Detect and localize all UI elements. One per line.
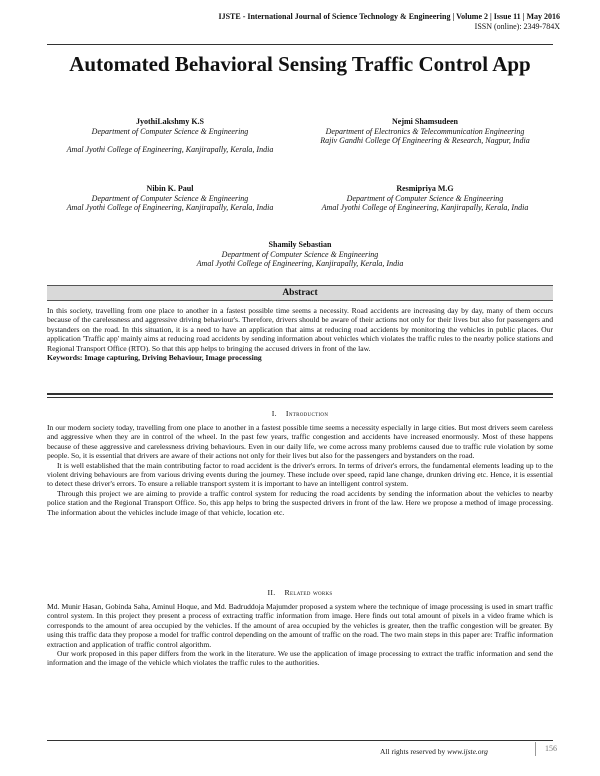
section-number: I. bbox=[271, 409, 277, 418]
rights-text: All rights reserved by bbox=[380, 747, 448, 756]
author-name: Nibin K. Paul bbox=[146, 184, 194, 193]
journal-header bbox=[218, 12, 560, 32]
section-title: Related works bbox=[284, 588, 333, 597]
related-works-body bbox=[47, 602, 553, 668]
author-affiliation: Amal Jyothi College of Engineering, Kanjirapally, Kerala, India bbox=[66, 145, 274, 155]
author-department: Department of Computer Science & Engineering bbox=[346, 193, 504, 203]
section-heading-related-works bbox=[47, 588, 553, 597]
abstract-rule bbox=[47, 393, 553, 395]
author-name: Resmipriya M.G bbox=[396, 184, 454, 193]
section-heading-introduction bbox=[47, 409, 553, 418]
author-name: Shamily Sebastian bbox=[268, 240, 332, 249]
paper-title: Automated Behavioral Sensing Traffic Control App bbox=[69, 52, 531, 76]
paragraph: It is well established that the main contributing factor to road accident is the driver's errors. In terms of driver's errors, the fundamental elements leading up to the violent driving behaviours are from various driving events during the journey. These include over speed, rapid lane change, drunken driving etc. Hence, it is essential to detect these driver's errors. To ensure a reliable transport system it is important to have an intelligent control system. bbox=[47, 460, 553, 489]
author-department: Department of Electronics & Telecommunication Engineering bbox=[325, 126, 525, 136]
footer-rule bbox=[47, 740, 553, 741]
abstract-body bbox=[47, 306, 553, 362]
author-block-5 bbox=[120, 240, 480, 269]
author-department: Department of Computer Science & Engineering bbox=[91, 126, 249, 136]
author-affiliation: Amal Jyothi College of Engineering, Kanjirapally, Kerala, India bbox=[66, 203, 274, 213]
author-block-1 bbox=[55, 117, 285, 155]
journal-issn: ISSN (online): 2349-784X bbox=[474, 22, 560, 31]
author-name: Nejmi Shamsudeen bbox=[391, 117, 458, 126]
page-number: 156 bbox=[535, 742, 566, 756]
footer-website[interactable]: www.ijste.org bbox=[447, 747, 488, 756]
author-department: Department of Computer Science & Engineering bbox=[91, 193, 249, 203]
author-block-2 bbox=[305, 117, 545, 146]
introduction-body bbox=[47, 423, 553, 517]
section-title: Introduction bbox=[285, 409, 329, 418]
author-affiliation: Amal Jyothi College of Engineering, Kanjirapally, Kerala, India bbox=[196, 259, 404, 269]
author-affiliation: Rajiv Gandhi College Of Engineering & Research, Nagpur, India bbox=[320, 136, 530, 146]
header-rule bbox=[47, 44, 553, 45]
author-block-4 bbox=[305, 184, 545, 213]
abstract-text: In this society, travelling from one place to another in a fastest possible time seems a necessity. Road accidents are increasing day by day, many of them occurs because of the carelessness and aggressive driving behaviour's. Therefore, drivers should be aware of their actions not only for their lives but also for passengers and bystanders on the road. In this situation, it is a need to have an application that aims at reducing road accidents by monitoring the vehicles in public places. Our application 'Traffic app' mainly aims at reducing road accidents by sending information about vehicles which violates the traffic rules to the nearby police stations and Regional Transport Office (RTO). So that this app helps to bringing the accused drivers in front of the law. bbox=[47, 306, 553, 353]
paragraph: Md. Munir Hasan, Gobinda Saha, Aminul Hoque, and Md. Badruddoja Majumder proposed a system where the technique of image processing is used in smart traffic control system. In this project they present a process of extracting traffic information from image. Here finds out total amount of pixels in a video frame which is corresponds to the amount of area occupied by the vehicles. If the amount of area occupied by the vehicles is greater, then the traffic congestion will be greater. By using this traffic data they propose a model for traffic control depending on the amount of traffic on the road. The two main steps in this paper are: Traffic information extraction and application of traffic control algorithm. bbox=[47, 602, 553, 649]
footer-rights bbox=[380, 747, 488, 756]
abstract-rule-thin bbox=[47, 397, 553, 398]
section-number: II. bbox=[267, 588, 276, 597]
paragraph: Through this project we are aiming to provide a traffic control system for reducing the road accidents by sending the information about the vehicles to nearby police station and the Regional Transport Office. So, this app helps to bring the suspected drivers in front of the law. Here we propose a method of image processing. The information about the vehicles include image of that vehicle, location etc. bbox=[47, 488, 553, 517]
paragraph: In our modern society today, travelling from one place to another in a fastest possible time seems a necessity especially in large cities. But most drivers seem careless and aggressive when they are in control of the wheel. In the past few years, traffic congestion and accidents have increased enormously. Most of these happens because of these aggressive and carelessness driving behaviours. Even in our daily life, we come across many problems caused due to traffic rule violation by some people. So, it is essential that drivers are aware of their actions not only for their lives but also for the passengers and bystanders on the road. bbox=[47, 423, 553, 461]
keywords: Keywords: Image capturing, Driving Behaviour, Image processing bbox=[47, 353, 262, 363]
author-block-3 bbox=[55, 184, 285, 213]
author-name: JyothiLakshmy K.S bbox=[135, 117, 205, 126]
author-department: Department of Computer Science & Engineering bbox=[221, 249, 379, 259]
author-affiliation: Amal Jyothi College of Engineering, Kanjirapally, Kerala, India bbox=[321, 203, 529, 213]
abstract-heading: Abstract bbox=[47, 285, 553, 301]
journal-name: IJSTE - International Journal of Science Technology & Engineering | Volume 2 | Issue 11 | May 2016 bbox=[218, 12, 560, 21]
paragraph: Our work proposed in this paper differs from the work in the literature. We use the application of image processing to extract the traffic information and send the information and the image of the vehicle which violates the traffic rules to the authorities. bbox=[47, 649, 553, 668]
